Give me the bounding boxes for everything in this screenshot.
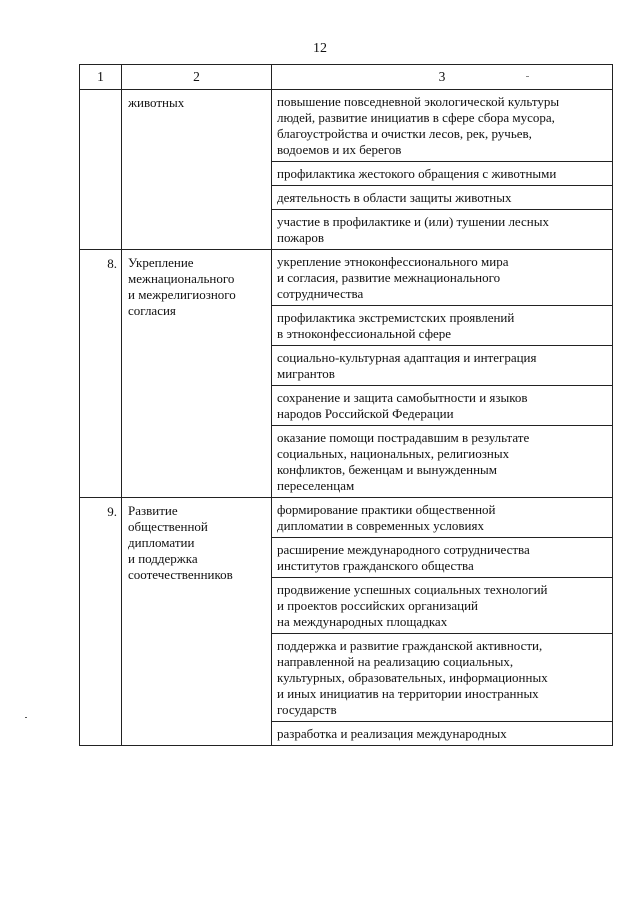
table-row [80,90,613,250]
activities-table [79,64,613,746]
activity-item [272,346,612,386]
topic-cell [122,498,272,746]
activity-item [272,90,612,162]
activity-line: профилактика жестокого обращения с животными [277,166,557,181]
topic-line: соотечественников [128,567,233,582]
activity-item [272,634,612,722]
topic-line: и межрелигиозного [128,287,236,302]
row-number: 8. [80,250,122,498]
scan-mark [25,717,27,718]
activity-item [272,306,612,346]
activity-line: расширение международного сотрудничества [277,542,530,557]
activity-line: укрепление этноконфессионального мира [277,254,509,269]
topic-line: межнационального [128,271,235,286]
activity-line: профилактика экстремистских проявлений [277,310,515,325]
activity-line: людей, развитие инициатив в сфере сбора мусора, [277,110,555,125]
activity-line: государств [277,702,337,717]
activity-item [272,722,612,745]
activity-line: продвижение успешных социальных технологий [277,582,548,597]
topic-line: Укрепление [128,255,194,270]
activity-item [272,162,612,186]
activity-line: в этноконфессиональной сфере [277,326,452,341]
activity-line: народов Российской Федерации [277,406,454,421]
activities-cell [272,90,613,250]
activity-item [272,250,612,306]
topic-line: общественной [128,519,208,534]
activity-line: участие в профилактике и (или) тушении лесных [277,214,549,229]
activity-line: сохранение и защита самобытности и языков [277,390,528,405]
activity-item [272,186,612,210]
table-header-row [80,65,613,90]
topic-line: Развитие [128,503,178,518]
activity-line: благоустройства и очистки лесов, рек, ручьев, [277,126,532,141]
row-number: 9. [80,498,122,746]
topic-line: согласия [128,303,176,318]
activity-line: переселенцам [277,478,355,493]
activity-line: оказание помощи пострадавшим в результате [277,430,530,445]
column-header-3: 3 [272,65,613,90]
table-row [80,250,613,498]
activity-line: и иных инициатив на территории иностранных [277,686,539,701]
topic-line: дипломатии [128,535,195,550]
activity-item [272,386,612,426]
activity-item [272,538,612,578]
topic-line: и поддержка [128,551,198,566]
activity-line: культурных, образовательных, информационных [277,670,548,685]
activity-item [272,578,612,634]
activity-line: мигрантов [277,366,335,381]
activity-line: формирование практики общественной [277,502,496,517]
activity-line: поддержка и развитие гражданской активности, [277,638,543,653]
activity-line: на международных площадках [277,614,448,629]
table-row [80,498,613,746]
activity-line: и проектов российских организаций [277,598,478,613]
activity-item [272,210,612,249]
activity-line: направленной на реализацию социальных, [277,654,514,669]
activity-line: сотрудничества [277,286,364,301]
activity-line: водоемов и их берегов [277,142,402,157]
activity-line: социальных, национальных, религиозных [277,446,510,461]
activity-line: разработка и реализация международных [277,726,507,741]
table-body [80,90,613,746]
activity-line: институтов гражданского общества [277,558,474,573]
topic-line: животных [128,95,185,110]
activity-line: деятельность в области защиты животных [277,190,512,205]
topic-cell [122,90,272,250]
activities-cell [272,498,613,746]
row-number [80,90,122,250]
scan-speck [526,76,529,77]
activity-line: дипломатии в современных условиях [277,518,484,533]
activity-line: социально-культурная адаптация и интеграция [277,350,537,365]
activity-item [272,426,612,497]
activity-line: и согласия, развитие межнационального [277,270,501,285]
page-number: 12 [313,41,327,56]
activity-item [272,498,612,538]
activity-line: конфликтов, беженцам и вынужденным [277,462,498,477]
column-header-2: 2 [122,65,272,90]
column-header-1: 1 [80,65,122,90]
activities-cell [272,250,613,498]
topic-cell [122,250,272,498]
activity-line: пожаров [277,230,325,245]
activity-line: повышение повседневной экологической культуры [277,94,560,109]
